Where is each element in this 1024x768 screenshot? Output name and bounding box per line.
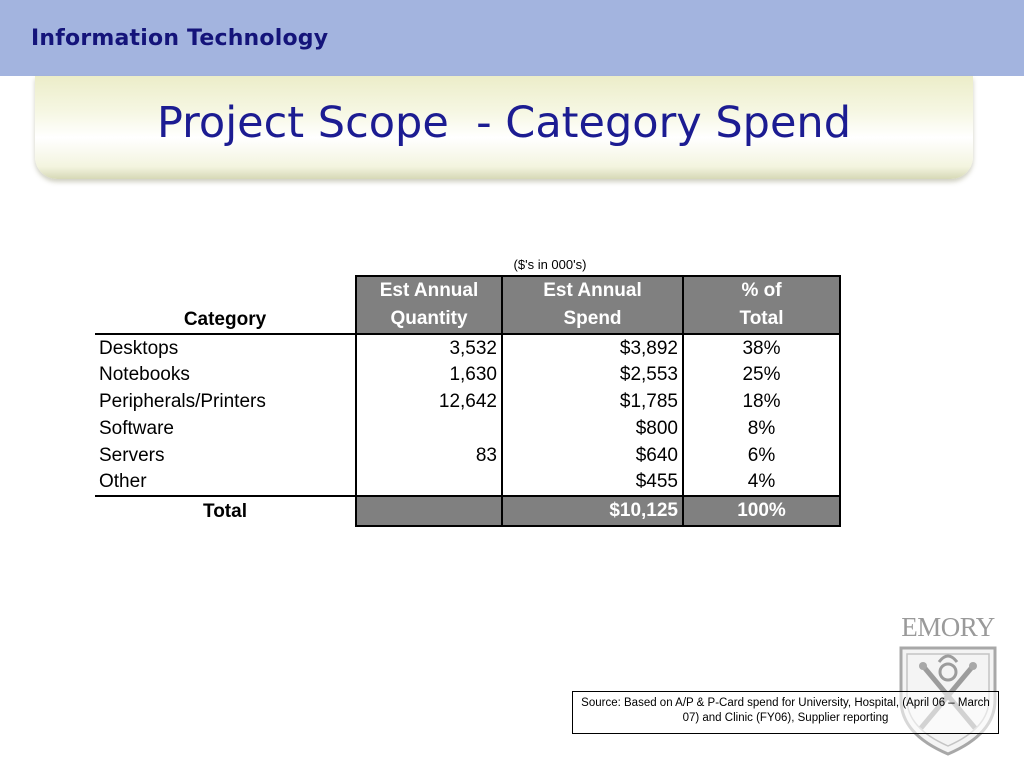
cell-percent: 38% [683, 334, 840, 361]
table-row [95, 469, 840, 496]
cell-spend: $1,785 [502, 388, 683, 415]
total-row [95, 496, 840, 526]
cell-category: Notebooks [99, 363, 190, 385]
table-row [95, 334, 840, 361]
cell-spend: $455 [502, 469, 683, 496]
cell-quantity: 3,532 [356, 334, 502, 361]
slide-title: Project Scope - Category Spend [157, 98, 851, 148]
cell-category: Desktops [99, 338, 179, 359]
cell-percent: 8% [683, 415, 840, 442]
logo-wordmark: EMORY [901, 612, 995, 642]
cell-spend: $800 [502, 415, 683, 442]
source-note: Source: Based on A/P & P-Card spend for University, Hospital, (April 06 – March 07) and Clinic (FY06), Supplier reporting [572, 691, 999, 734]
cell-quantity [356, 415, 502, 442]
cell-percent: 6% [683, 442, 840, 469]
department-label: Information Technology [31, 26, 329, 51]
header-spend-line2: Spend [563, 308, 622, 329]
header-band [0, 0, 1024, 76]
cell-quantity: 83 [356, 442, 502, 469]
header-quantity [356, 276, 502, 334]
table-row [95, 388, 840, 415]
table-row [95, 415, 840, 442]
table-header-row [95, 276, 840, 334]
cell-percent: 25% [683, 361, 840, 388]
cell-percent: 18% [683, 388, 840, 415]
header-percent [683, 276, 840, 334]
header-category: Category [95, 276, 356, 334]
header-quantity-line1: Est Annual [379, 280, 479, 301]
cell-spend: $3,892 [502, 334, 683, 361]
cell-spend: $2,553 [502, 361, 683, 388]
title-panel [35, 76, 973, 179]
units-note: ($'s in 000's) [513, 257, 587, 272]
cell-percent: 4% [683, 469, 840, 496]
header-percent-line1: % of [741, 280, 782, 301]
cell-category: Peripherals/Printers [99, 390, 266, 412]
header-percent-line2: Total [739, 308, 784, 329]
cell-quantity: 1,630 [356, 361, 502, 388]
total-percent: 100% [683, 496, 840, 526]
category-spend-table [95, 275, 841, 527]
header-quantity-line2: Quantity [390, 308, 468, 329]
header-spend-line1: Est Annual [543, 280, 642, 301]
cell-quantity: 12,642 [356, 388, 502, 415]
total-quantity [356, 496, 502, 526]
cell-category: Servers [99, 444, 165, 466]
total-label: Total [95, 496, 356, 526]
table-row [95, 442, 840, 469]
header-spend [502, 276, 683, 334]
cell-spend: $640 [502, 442, 683, 469]
cell-category: Software [99, 417, 174, 439]
table-row [95, 361, 840, 388]
cell-category: Other [99, 471, 147, 492]
emory-logo [893, 612, 1003, 760]
total-spend: $10,125 [502, 496, 683, 526]
cell-quantity [356, 469, 502, 496]
